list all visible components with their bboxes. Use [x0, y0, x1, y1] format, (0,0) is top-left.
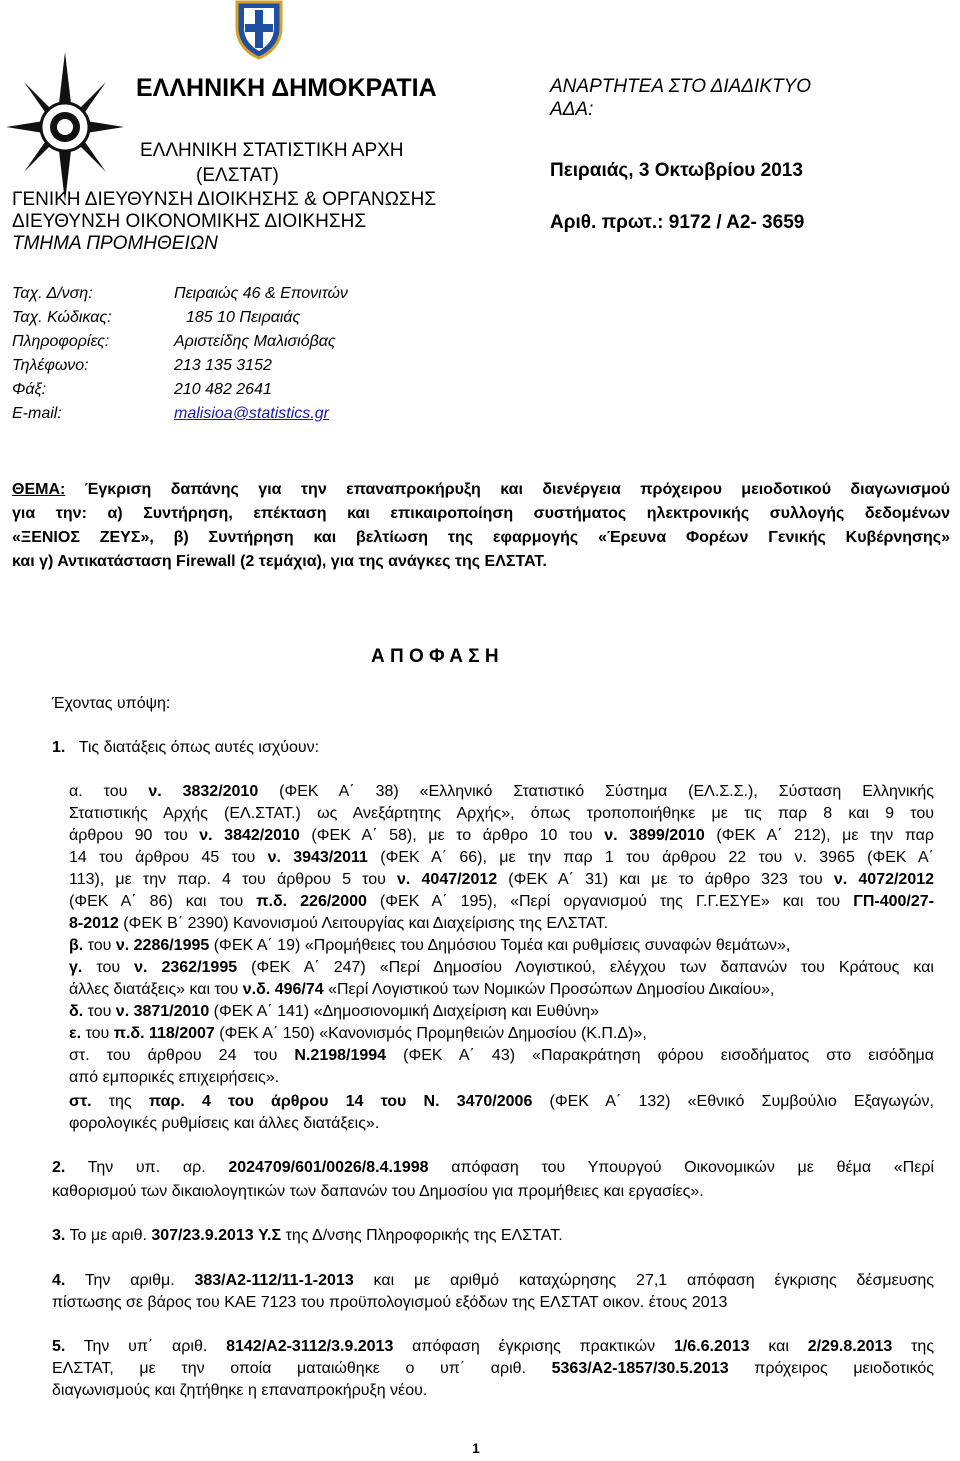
- decision-heading: Α Π Ο Φ Α Σ Η: [371, 646, 499, 667]
- info-value: Αριστείδης Μαλισιόβας: [174, 333, 336, 350]
- law-a-line-6: (ΦΕΚ Α΄ 86) και του π.δ. 226/2000 (ΦΕΚ Α΄ 195), «Περί οργανισμού της Γ.Γ.ΕΣΥΕ» και του ΓΠ-400/27-: [69, 893, 934, 910]
- law-c-line-1: γ. του ν. 2362/1995 (ΦΕΚ Α΄ 247) «Περί Δημοσίου Λογιστικού, ελέγχου των δαπανών του Κράτους και: [69, 959, 934, 976]
- subject-line-3: «ΞΕΝΙΟΣ ΖΕΥΣ», β) Συντήρηση και βελτίωση της εφαρμογής «Έρευνα Φορέων Γενικής Κυβέρνησης»: [12, 529, 950, 546]
- law-a-line-4: 14 του άρθρου 45 του ν. 3943/2011 (ΦΕΚ Α΄ 66), με την παρ 1 του άρθρου 22 του ν. 3965 (ΦΕΚ Α΄: [69, 849, 934, 866]
- info-label: Πληροφορίες:: [12, 333, 110, 350]
- item-1: 1. Τις διατάξεις όπως αυτές ισχύουν:: [52, 739, 320, 756]
- law-a-line-1: α. του ν. 3832/2010 (ΦΕΚ Α΄ 38) «Ελληνικό Στατιστικό Σύστημα (ΕΛ.Σ.Σ.), Σύσταση Ελληνικής: [69, 783, 934, 800]
- law-b-line-1: β. του ν. 2286/1995 (ΦΕΚ Α΄ 19) «Προμήθειες του Δημόσιου Τομέα και ρυθμίσεις συναφών θεμάτων»,: [69, 937, 791, 954]
- greek-emblem-icon: [231, 0, 287, 60]
- ada-label: ΑΔΑ:: [550, 99, 594, 120]
- directorate: ΔΙΕΥΘΥΝΣΗ ΟΙΚΟΝΟΜΙΚΗΣ ΔΙΟΙΚΗΣΗΣ: [12, 211, 367, 232]
- authority-name: ΕΛΛΗΝΙΚΗ ΣΤΑΤΙΣΤΙΚΗ ΑΡΧΗ: [140, 140, 404, 161]
- law-d-line-1: δ. του ν. 3871/2010 (ΦΕΚ Α΄ 141) «Δημοσιονομική Διαχείριση και Ευθύνη»: [69, 1003, 600, 1020]
- item-4-line-2: πίστωσης σε βάρος του ΚΑΕ 7123 του προϋπολογισμού εξόδων της ΕΛΣΤΑΤ οικον. έτους 2013: [52, 1294, 728, 1311]
- law-a-line-3: άρθρου 90 του ν. 3842/2010 (ΦΕΚ Α΄ 58), με το άρθρο 10 του ν. 3899/2010 (ΦΕΚ Α΄ 212), με την παρ: [69, 827, 935, 844]
- subject-line-2: για την: α) Συντήρηση, επέκταση και επικαιροποίηση συστήματος ηλεκτρονικής συλλογής δεδομένων: [12, 505, 950, 522]
- law-z-line-2: φορολογικές ρυθμίσεις και άλλες διατάξεις».: [69, 1115, 380, 1132]
- law-z-line-1: στ. της παρ. 4 του άρθρου 14 του Ν. 3470/2006 (ΦΕΚ Α΄ 132) «Εθνικό Συμβούλιο Εξαγωγών,: [69, 1093, 934, 1110]
- authority-abbr: (ΕΛΣΤΑΤ): [196, 165, 279, 186]
- phone-value: 213 135 3152: [174, 357, 272, 374]
- address-label: Ταχ. Δ/νση:: [12, 285, 93, 302]
- email-label: E-mail:: [12, 405, 62, 422]
- item-4-line-1: 4. Την αριθμ. 383/Α2-112/11-1-2013 και με αριθμό καταχώρησης 27,1 απόφαση έγκρισης δέσμευσης: [52, 1272, 935, 1289]
- phone-label: Τηλέφωνο:: [12, 357, 89, 374]
- item-2-line-1: 2. Την υπ. αρ. 2024709/601/0026/8.4.1998 απόφαση του Υπουργού Οικονομικών με θέμα «Περί: [52, 1159, 934, 1176]
- law-a-line-5: 113), με την παρ. 4 του άρθρου 5 του ν. 4047/2012 (ΦΕΚ Α΄ 31) και με το άρθρο 323 του ν. 4072/2012: [69, 871, 935, 888]
- subject-line-1: ΘΕΜΑ: Έγκριση δαπάνης για την επαναπροκήρυξη και διενέργεια πρόχειρου μειοδοτικού διαγωνισμού: [12, 481, 950, 498]
- republic-title: ΕΛΛΗΝΙΚΗ ΔΗΜΟΚΡΑΤΙΑ: [136, 74, 437, 102]
- law-a-line-2: Στατιστικής Αρχής (ΕΛ.ΣΤΑΤ.) ως Ανεξάρτητης Αρχής», όπως τροποποιήθηκε με τις παρ 8 και 9 του: [69, 805, 934, 822]
- law-e-line-1: ε. του π.δ. 118/2007 (ΦΕΚ Α΄ 150) «Κανονισμός Προμηθειών Δημοσίου (Κ.Π.Δ)»,: [69, 1025, 647, 1042]
- law-a-line-7: 8-2012 (ΦΕΚ Β΄ 2390) Κανονισμού Λειτουργίας και Διαχείρισης της ΕΛΣΤΑΤ.: [69, 915, 609, 932]
- law-st-line-1: στ. του άρθρου 24 του Ν.2198/1994 (ΦΕΚ Α΄ 43) «Παρακράτηση φόρου εισοδήματος στο εισόδημα: [69, 1047, 934, 1064]
- subject-label: ΘΕΜΑ:: [12, 481, 66, 498]
- fax-label: Φάξ:: [12, 381, 47, 398]
- elstat-logo-icon: [6, 52, 124, 202]
- protocol-number: Αριθ. πρωτ.: 9172 / Α2- 3659: [550, 212, 805, 233]
- page-number: 1: [472, 1440, 480, 1456]
- postal-value: 185 10 Πειραιάς: [186, 309, 301, 326]
- subject-line-4: και γ) Αντικατάσταση Firewall (2 τεμάχια), για της ανάγκες της ΕΛΣΤΑΤ.: [12, 553, 547, 570]
- considering-label: Έχοντας υπόψη:: [52, 695, 171, 712]
- address-value: Πειραιώς 46 & Επονιτών: [174, 285, 348, 302]
- place-date: Πειραιάς, 3 Οκτωβρίου 2013: [550, 160, 803, 181]
- law-st-line-2: από εμπορικές επιχειρήσεις».: [69, 1069, 280, 1086]
- posting-notice: ΑΝΑΡΤΗΤΕΑ ΣΤΟ ΔΙΑΔΙΚΤΥΟ: [550, 76, 812, 97]
- fax-value: 210 482 2641: [174, 381, 272, 398]
- email-link[interactable]: malisioa@statistics.gr: [174, 405, 329, 422]
- general-directorate: ΓΕΝΙΚΗ ΔΙΕΥΘΥΝΣΗ ΔΙΟΙΚΗΣΗΣ & ΟΡΓΑΝΩΣΗΣ: [12, 189, 437, 210]
- department: ΤΜΗΜΑ ΠΡΟΜΗΘΕΙΩΝ: [12, 233, 218, 254]
- item-3-line-1: 3. Το με αριθ. 307/23.9.2013 Υ.Σ της Δ/νσης Πληροφορικής της ΕΛΣΤΑΤ.: [52, 1227, 563, 1244]
- item-2-line-2: καθορισμού των δικαιολογητικών των δαπανών του Δημοσίου για προμήθειες και εργασίες».: [52, 1183, 704, 1200]
- postal-label: Ταχ. Κώδικας:: [12, 309, 112, 326]
- law-c-line-2: άλλες διατάξεις» και του ν.δ. 496/74 «Περί Λογιστικού των Νομικών Προσώπων Δημοσίου Δικαίου»,: [69, 981, 775, 998]
- item-5-line-1: 5. Την υπ΄ αριθ. 8142/Α2-3112/3.9.2013 απόφαση έγκρισης πρακτικών 1/6.6.2013 και 2/29.8.2013 της: [52, 1338, 935, 1355]
- item-5-line-3: διαγωνισμούς και ζητήθηκε η επαναπροκήρυξη νέου.: [52, 1382, 428, 1399]
- item-5-line-2: ΕΛΣΤΑΤ, με την οποία ματαιώθηκε ο υπ΄ αριθ. 5363/Α2-1857/30.5.2013 πρόχειρος μειοδοτικός: [52, 1360, 935, 1377]
